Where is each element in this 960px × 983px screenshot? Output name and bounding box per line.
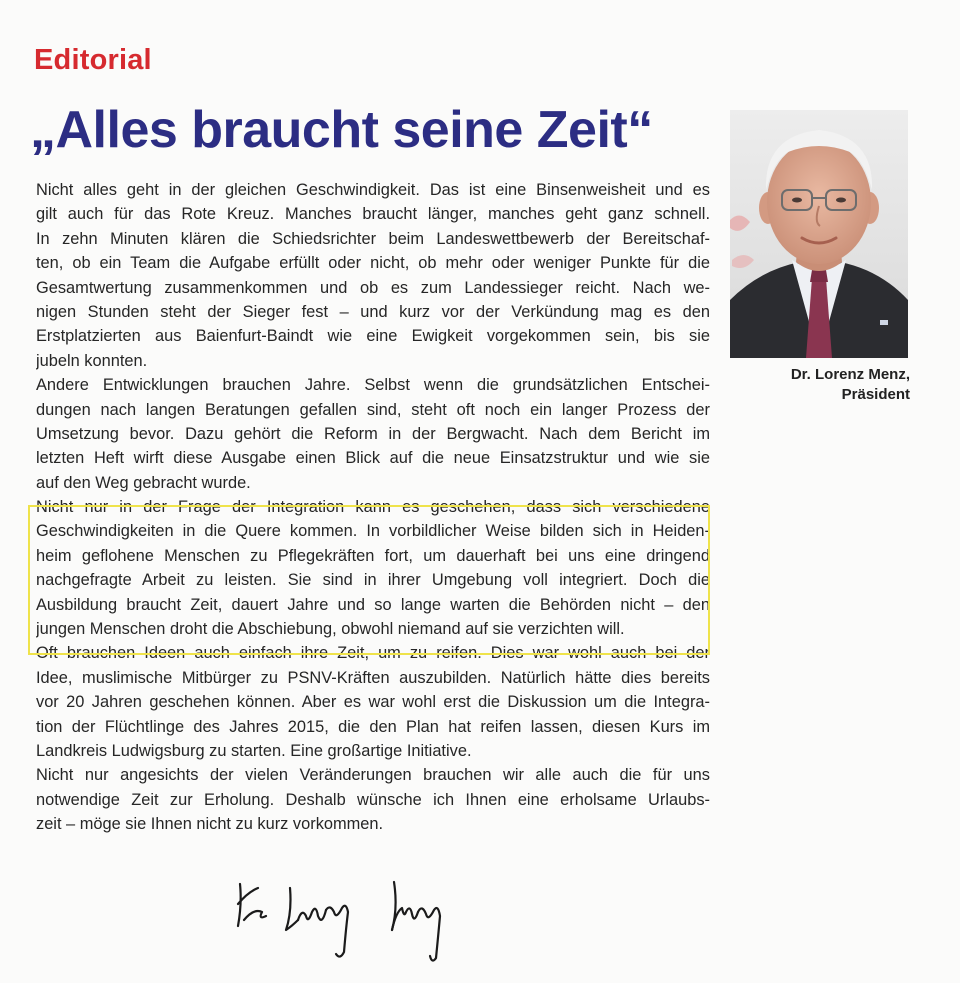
- text-line: Nicht nur in der Frage der Integration kann es geschehen, dass sich verschiedene: [36, 498, 710, 517]
- text-line: jubeln konnten.: [36, 351, 148, 370]
- text-line: Ausbildung braucht Zeit, dauert Jahre und so lange warten die Behörden nicht – den: [36, 595, 710, 614]
- page-title: „Alles braucht seine Zeit“: [30, 101, 653, 159]
- text-line: heim geflohene Menschen zu Pflegekräften fort, um dauerhaft bei uns eine dringend: [36, 546, 710, 565]
- text-line: In zehn Minuten klären die Schiedsrichter beim Landeswettbewerb der Bereitschaf-: [36, 229, 710, 248]
- text-line: Geschwindigkeiten in die Quere kommen. In vorbildlicher Weise bilden sich in Heiden-: [36, 522, 710, 541]
- highlight-box: [28, 505, 710, 655]
- text-line: Erstplatzierten aus Baienfurt-Baindt wie eine Ewigkeit vorgekommen sein, bis sie: [36, 327, 710, 346]
- text-line: jungen Menschen droht die Abschiebung, obwohl niemand auf sie verzichten will.: [36, 620, 625, 639]
- text-line: letzten Heft wirft diese Ausgabe einen Blick auf die neue Einsatzstruktur und wie sie: [36, 449, 710, 468]
- text-line: auf den Weg gebracht wurde.: [36, 473, 251, 492]
- text-line: nigen Stunden steht der Sieger fest – und kurz vor der Verkündung mag es den: [36, 302, 710, 321]
- text-line: gilt auch für das Rote Kreuz. Manches braucht länger, manches geht ganz schnell.: [36, 205, 710, 224]
- text-line: dungen nach langen Beratungen gefallen sind, steht oft noch ein langer Prozess der: [36, 400, 710, 419]
- text-line: Idee, muslimische Mitbürger zu PSNV-Kräften auszubilden. Natürlich hätte dies bereits: [36, 668, 710, 687]
- photo-caption: [730, 365, 910, 405]
- portrait-photo: [730, 110, 908, 358]
- text-line: nachgefragte Arbeit zu leisten. Sie sind in ihrer Umgebung voll integriert. Doch die: [36, 571, 710, 590]
- handwritten-signature: [232, 868, 492, 968]
- caption-name: Dr. Lorenz Menz,: [790, 366, 910, 383]
- text-line: Nicht nur angesichts der vielen Veränderungen brauchen wir alle auch die für uns: [36, 766, 710, 785]
- paragraph: [36, 641, 710, 763]
- text-line: ten, ob ein Team die Aufgabe erfüllt oder nicht, ob mehr oder weniger Punkte für die: [36, 254, 710, 273]
- text-line: vor 20 Jahren geschehen können. Aber es war wohl erst die Diskussion um die Integra-: [36, 693, 710, 712]
- text-line: Oft brauchen Ideen auch einfach ihre Zeit, um zu reifen. Dies war wohl auch bei der: [36, 644, 710, 663]
- paragraph: [36, 178, 710, 373]
- text-line: Umsetzung bevor. Dazu gehört die Reform in der Bergwacht. Nach dem Bericht im: [36, 424, 710, 443]
- section-label: Editorial: [34, 44, 152, 76]
- text-line: Nicht alles geht in der gleichen Geschwindigkeit. Das ist eine Binsenweisheit und es: [36, 181, 710, 199]
- text-line: Gesamtwertung zusammenkommen und ob es zum Landessieger reicht. Nach we-: [36, 278, 710, 297]
- text-line: notwendige Zeit zur Erholung. Deshalb wünsche ich Ihnen eine erholsame Urlaubs-: [36, 790, 710, 809]
- text-line: tion der Flüchtlinge des Jahres 2015, die den Plan hat reifen lassen, diesen Kurs im: [36, 717, 710, 736]
- text-line: zeit – möge sie Ihnen nicht zu kurz vorkommen.: [36, 815, 384, 834]
- paragraph: [36, 763, 710, 836]
- caption-role: Präsident: [841, 386, 910, 403]
- text-line: Landkreis Ludwigsburg zu starten. Eine großartige Initiative.: [36, 741, 472, 760]
- text-line: Andere Entwicklungen brauchen Jahre. Selbst wenn die grundsätzlichen Entschei-: [36, 376, 710, 395]
- paragraph: [36, 373, 710, 495]
